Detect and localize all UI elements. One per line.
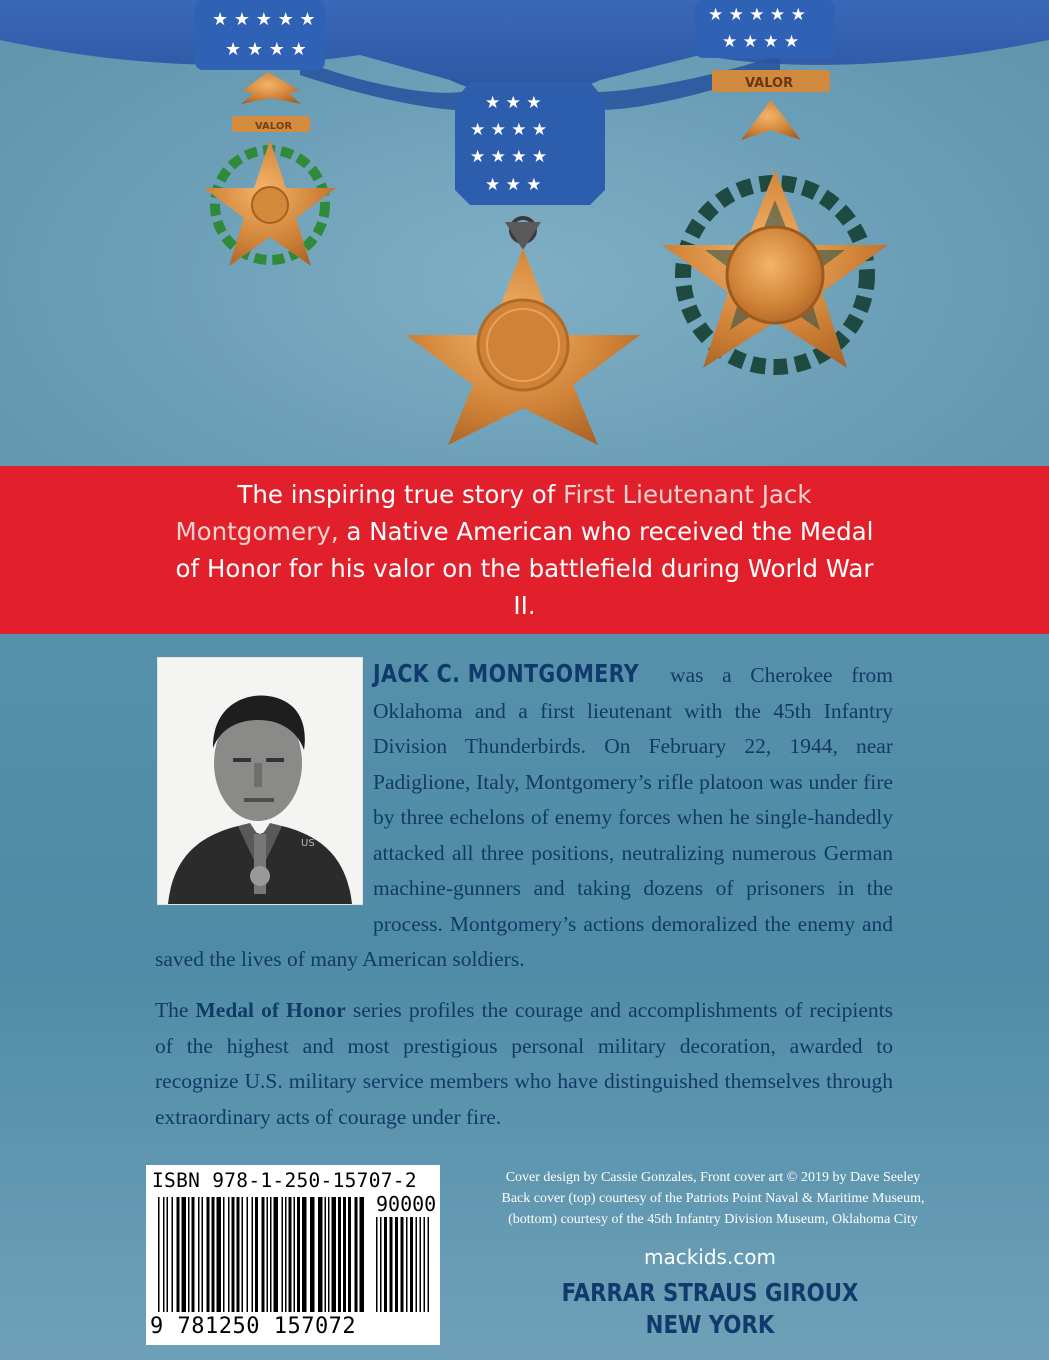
website-link[interactable]: mackids.com <box>643 1245 777 1269</box>
tagline-highlight: First Lieutenant Jack Montgomery, <box>175 480 812 546</box>
bio-name-heading: JACK C. MONTGOMERY <box>373 659 640 688</box>
svg-text:★ ★ ★ ★: ★ ★ ★ ★ <box>470 147 548 167</box>
publisher-name: FARRAR STRAUS GIROUX <box>561 1278 859 1307</box>
svg-text:US: US <box>301 838 315 849</box>
isbn-number: ISBN 978-1-250-15707-2 <box>152 1169 417 1192</box>
publisher-city: NEW YORK <box>645 1310 775 1339</box>
svg-text:★ ★ ★ ★: ★ ★ ★ ★ <box>470 120 548 140</box>
svg-text:★ ★ ★ ★ ★: ★ ★ ★ ★ ★ <box>708 5 806 25</box>
tagline <box>165 476 885 624</box>
medal-of-honor-photo <box>0 0 1049 466</box>
svg-text:★ ★ ★: ★ ★ ★ <box>485 93 542 113</box>
svg-text:★ ★ ★: ★ ★ ★ <box>485 175 542 195</box>
publisher-imprint <box>535 1277 885 1341</box>
medal-airforce-right <box>662 70 888 368</box>
isbn-barcode <box>146 1165 440 1345</box>
series-title: Medal of Honor <box>195 998 346 1022</box>
tagline-intro: The inspiring true story of <box>237 480 564 509</box>
svg-text:VALOR: VALOR <box>255 121 293 132</box>
neck-ribbon <box>0 0 1049 95</box>
svg-text:★ ★ ★ ★: ★ ★ ★ ★ <box>225 39 307 60</box>
credit-line: (bottom) courtesy of the 45th Infantry Division Museum, Oklahoma City <box>508 1212 918 1227</box>
medal-navy-center <box>406 218 640 445</box>
tagline-band <box>0 466 1049 634</box>
series-paragraph <box>155 993 893 1135</box>
price-code: 90000 <box>376 1192 437 1216</box>
bio-paragraph <box>155 656 893 978</box>
credit-line: Back cover (top) courtesy of the Patriots Point Naval & Maritime Museum, <box>501 1191 925 1206</box>
barcode-digits: 9 781250 157072 <box>150 1314 357 1339</box>
cover-credits <box>478 1167 948 1230</box>
credit-line: Cover design by Cassie Gonzales, Front cover art © 2019 by Dave Seeley <box>505 1170 921 1185</box>
medal-army-left <box>204 72 336 266</box>
series-body: series profiles the courage and accomplishments of recipients of the highest and most prestigious personal military decoration, awarded to recognize U.S. military service members who have distinguished themselves through extraordinary acts of courage under fire. <box>155 998 894 1129</box>
svg-text:★ ★ ★ ★ ★: ★ ★ ★ ★ ★ <box>212 9 316 30</box>
bio-body: was a Cherokee from Oklahoma and a first lieutenant with the 45th Infantry Division Thunderbirds. On February 22, 1944, near Padiglione, Italy, Montgomery’s rifle platoon was under fire by three echelons of enemy forces when he single-handedly attacked all three positions, neutralizing numerous German machine-gunners and taking dozens of prisoners in the process. Montgomery’s actions demoralized the enemy and saved the lives of many American soldiers. <box>155 663 893 971</box>
tagline-rest: a Native American who received the Medal of Honor for his valor on the battlefield during World War II. <box>175 517 874 620</box>
svg-text:★ ★ ★ ★: ★ ★ ★ ★ <box>722 32 800 52</box>
svg-text:VALOR: VALOR <box>745 76 794 91</box>
series-intro: The <box>155 998 196 1022</box>
medals-illustration <box>0 0 1049 466</box>
